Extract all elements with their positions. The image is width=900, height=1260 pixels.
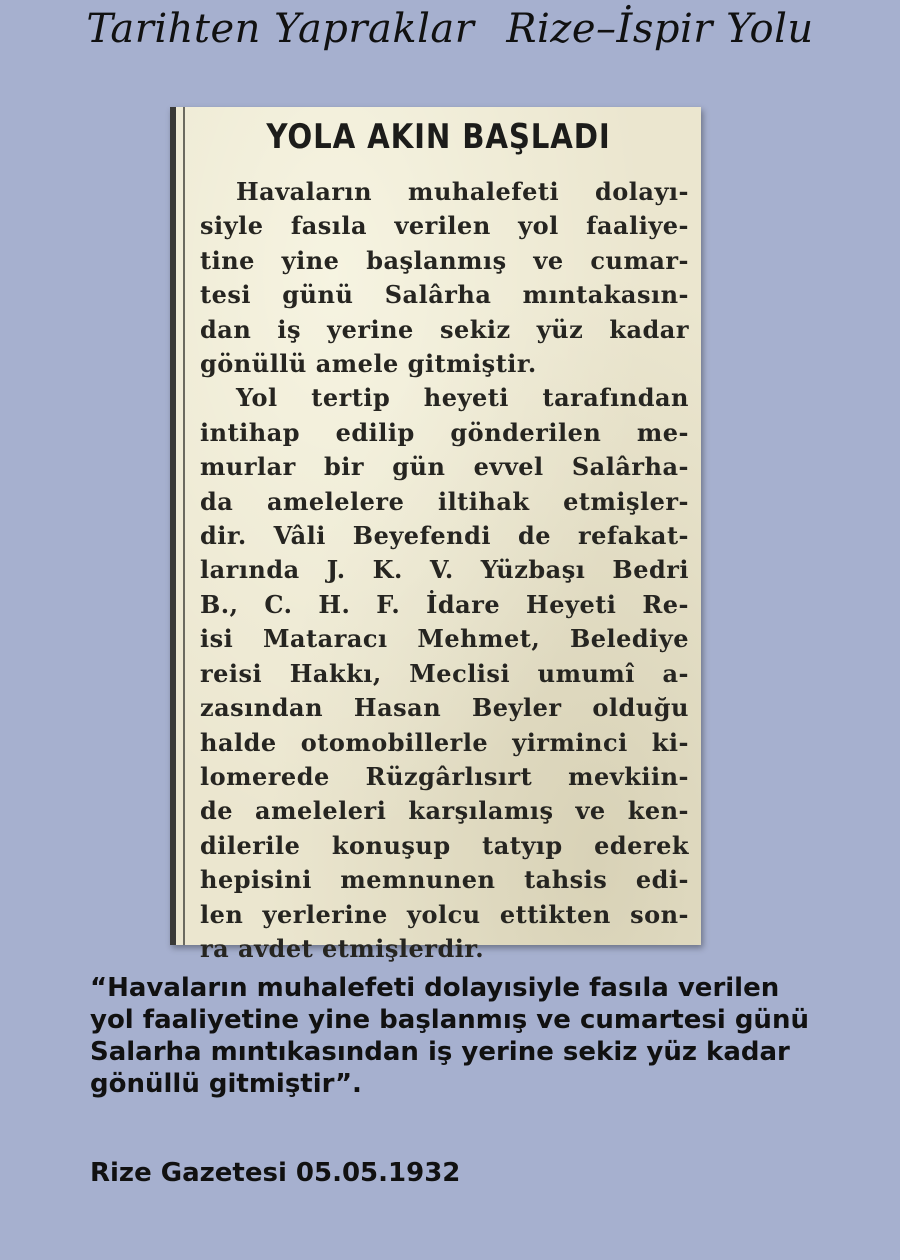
clipping-line: murlar bir gün evvel Salârha- bbox=[200, 452, 689, 482]
clipping-line: gönüllü amele gitmiştir. bbox=[200, 349, 537, 379]
clipping-line: dir. Vâli Beyefendi de refakat- bbox=[200, 521, 689, 551]
clipping-line: len yerlerine yolcu ettikten son- bbox=[200, 899, 689, 929]
column-rule bbox=[183, 107, 185, 945]
clipping-line: da amelelere iltihak etmişler- bbox=[200, 486, 689, 516]
clipping-line: hepisini memnunen tahsis edi- bbox=[200, 865, 689, 895]
clipping-line: dan iş yerine sekiz yüz kadar bbox=[200, 314, 689, 344]
clipping-line: halde otomobillerle yirminci ki- bbox=[200, 727, 689, 757]
clipping-line: B., C. H. F. İdare Heyeti Re- bbox=[200, 589, 689, 619]
clipping-line: intihap edilip gönderilen me- bbox=[200, 417, 689, 447]
clipping-line: lomerede Rüzgârlısırt mevkiin- bbox=[200, 761, 689, 791]
clipping-line: zasından Hasan Beyler olduğu bbox=[200, 693, 689, 723]
newspaper-clipping bbox=[170, 107, 701, 963]
clipping-line: ra avdet etmişlerdir. bbox=[200, 933, 485, 963]
clipping-line: larında J. K. V. Yüzbaşı Bedri bbox=[200, 555, 689, 585]
clipping-line: Havaların muhalefeti dolayı- bbox=[236, 177, 689, 206]
clipping-line: tesi günü Salârha mıntakasın- bbox=[200, 280, 689, 310]
clipping-line: reisi Hakkı, Meclisi umumî a- bbox=[200, 658, 689, 688]
clipping-line: de ameleleri karşılamış ve ken- bbox=[200, 796, 689, 826]
page-title-part-1: Tarihten Yapraklar bbox=[86, 6, 475, 52]
page-title-part-2: Rize–İspir Yolu bbox=[506, 6, 814, 52]
source-citation: Rize Gazetesi 05.05.1932 bbox=[90, 1158, 461, 1188]
page-title bbox=[0, 6, 900, 52]
clipping-line: dilerile konuşup tatyıp ederek bbox=[200, 830, 689, 860]
clipping-headline: YOLA AKIN BAŞLADI bbox=[266, 117, 611, 157]
clipping-line: tine yine başlanmış ve cumar- bbox=[200, 245, 689, 275]
clipping-line: Yol tertip heyeti tarafından bbox=[236, 383, 689, 413]
clipping-body bbox=[200, 175, 689, 966]
quote-text: “Havaların muhalefeti dolayısiyle fasıla verilen yol faaliyetine yine başlanmış ve cumartesi günü Salarha mıntıkasından iş yerine sekiz yüz kadar gönüllü gitmiştir”. bbox=[90, 973, 809, 1099]
clipping-line: siyle fasıla verilen yol faaliye- bbox=[200, 211, 689, 241]
clipping-line: isi Mataracı Mehmet, Belediye bbox=[200, 624, 689, 654]
